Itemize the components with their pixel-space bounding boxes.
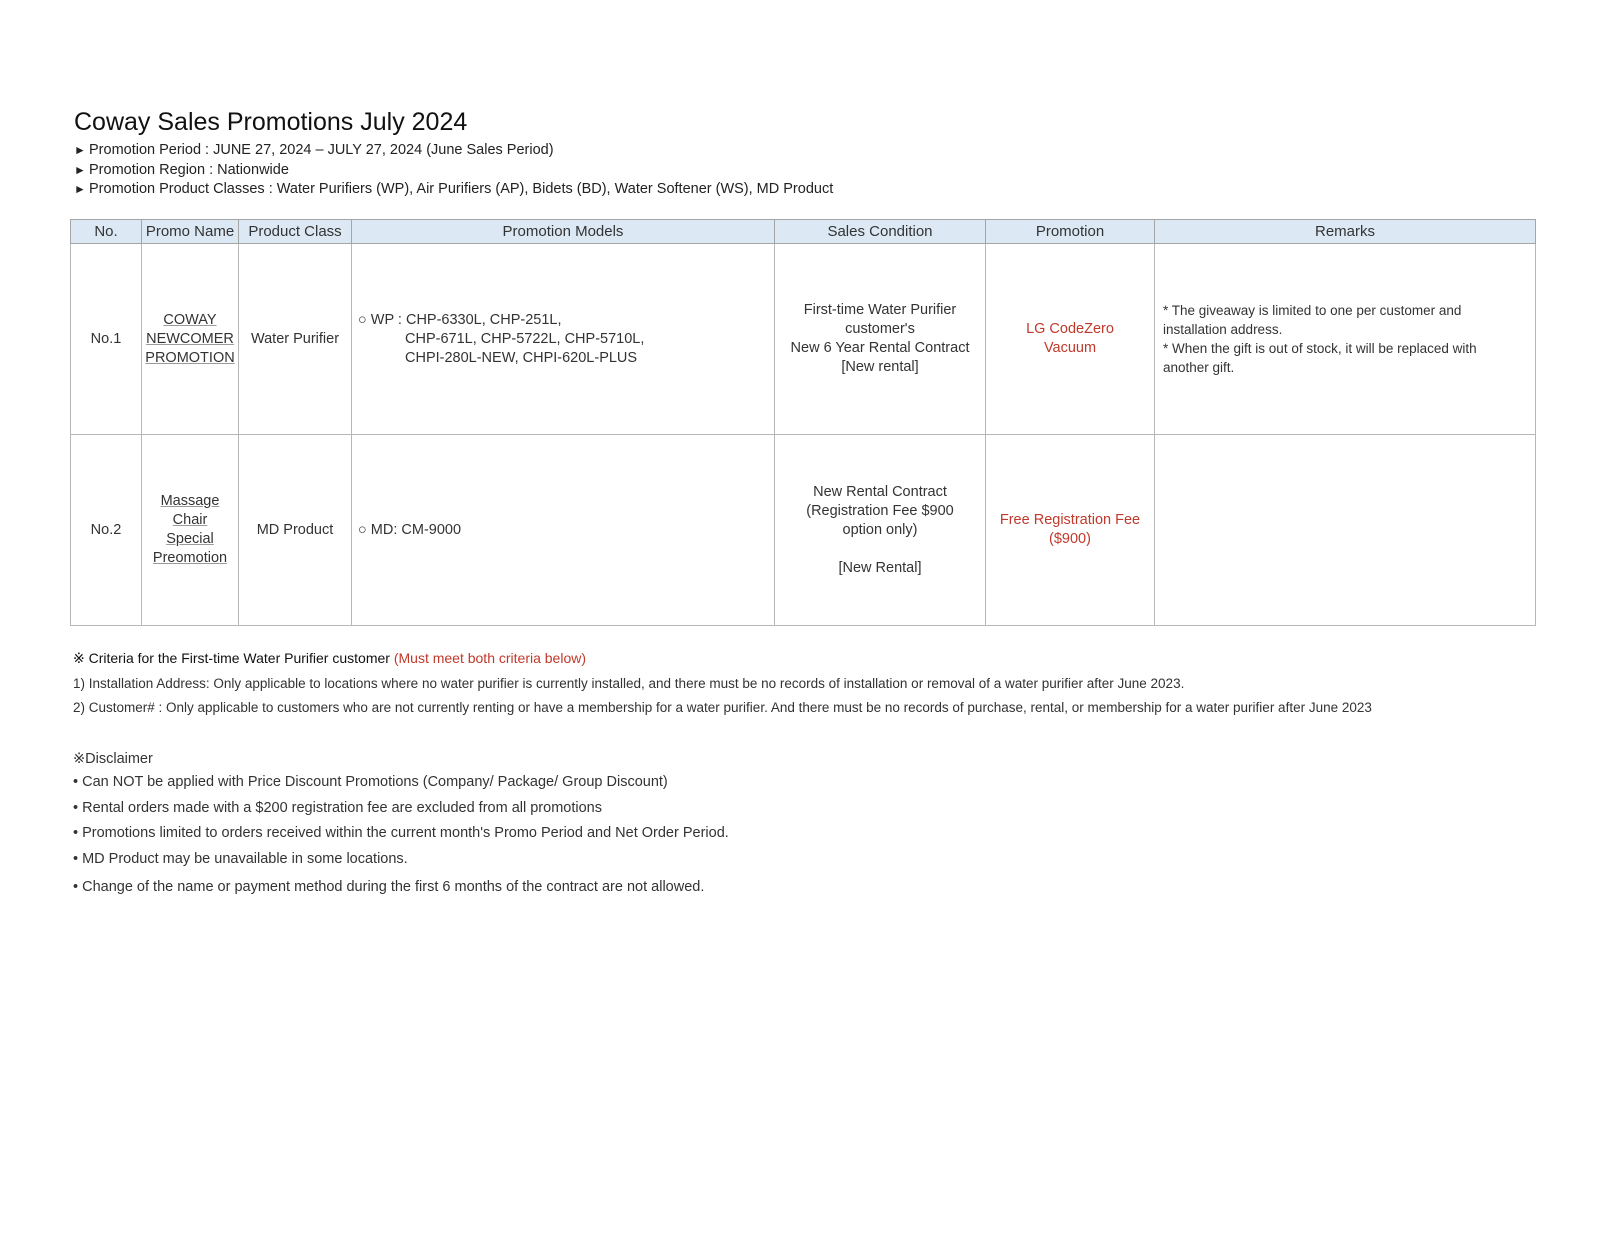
promo-name-line: Preomotion bbox=[152, 550, 228, 566]
cell-promo-name bbox=[142, 244, 239, 435]
promo-name-line: Massage bbox=[160, 493, 220, 509]
sales-condition-line: New Rental Contract bbox=[813, 483, 947, 500]
promo-name-line: PROMOTION bbox=[145, 349, 235, 366]
sales-condition-line: [New Rental] bbox=[838, 559, 922, 576]
disclaimer-item: • Change of the name or payment method during the first 6 months of the contract are not allowed. bbox=[73, 879, 705, 895]
criteria-item: 1) Installation Address: Only applicable to locations where no water purifier is currently installed, and there must be no records of installation or removal of a water purifier after June 2023. bbox=[73, 676, 1185, 691]
cell-sales-condition bbox=[775, 435, 986, 626]
promotions-table bbox=[70, 219, 1536, 626]
promotion-period-text: Promotion Period : JUNE 27, 2024 – JULY 27, 2024 (June Sales Period) bbox=[89, 142, 554, 158]
criteria-heading bbox=[73, 650, 1372, 667]
criteria-heading-text: ※ Criteria for the First-time Water Purifier customer bbox=[73, 650, 390, 666]
promotion-line: Free Registration Fee bbox=[999, 512, 1141, 528]
cell-remarks bbox=[1155, 244, 1536, 435]
cell-promotion-models bbox=[352, 244, 775, 435]
table-row bbox=[71, 244, 1536, 435]
sales-condition-line: option only) bbox=[842, 521, 918, 538]
sales-condition-line: [New rental] bbox=[841, 359, 919, 375]
model-line: ○ MD: CM-9000 bbox=[358, 521, 462, 538]
model-line: CHPI-280L-NEW, CHPI-620L-PLUS bbox=[405, 349, 638, 366]
disclaimer-heading: ※Disclaimer bbox=[73, 751, 153, 767]
criteria-heading-note: (Must meet both criteria below) bbox=[393, 650, 587, 666]
promotion-period-line bbox=[74, 141, 833, 161]
promo-name-line: Special bbox=[166, 531, 214, 547]
promotion-line: LG CodeZero bbox=[1026, 321, 1114, 337]
disclaimer-item: • MD Product may be unavailable in some locations. bbox=[73, 850, 408, 867]
cell-promotion bbox=[986, 244, 1155, 435]
sales-condition-line bbox=[775, 540, 985, 559]
remark-line: * The giveaway is limited to one per customer and installation address. bbox=[1163, 303, 1462, 337]
header-product-class: Product Class bbox=[239, 220, 352, 244]
cell-product-class: Water Purifier bbox=[239, 244, 352, 435]
header-promo-name: Promo Name bbox=[142, 220, 239, 244]
header-remarks: Remarks bbox=[1155, 220, 1536, 244]
sales-condition-line: customer's bbox=[845, 321, 915, 337]
promotion-line: Vacuum bbox=[1043, 340, 1097, 356]
sales-condition-line: First-time Water Purifier bbox=[803, 302, 957, 318]
model-line: ○ WP : CHP-6330L, CHP-251L, bbox=[358, 311, 562, 328]
header-sales-condition: Sales Condition bbox=[775, 220, 986, 244]
cell-no: No.1 bbox=[71, 244, 142, 435]
cell-promotion-models bbox=[352, 435, 775, 626]
arrow-icon: ► bbox=[74, 162, 86, 177]
sales-condition-line: (Registration Fee $900 bbox=[806, 502, 954, 519]
promotion-info bbox=[74, 141, 833, 200]
cell-remarks bbox=[1155, 435, 1536, 626]
page-title: Coway Sales Promotions July 2024 bbox=[74, 108, 468, 136]
arrow-icon: ► bbox=[74, 182, 86, 196]
promotion-classes-line bbox=[74, 180, 833, 200]
sales-condition-line: New 6 Year Rental Contract bbox=[790, 340, 970, 356]
promotion-classes-text: Promotion Product Classes : Water Purifiers (WP), Air Purifiers (AP), Bidets (BD), Water Softener (WS), MD Product bbox=[89, 181, 834, 197]
remark-line: * When the gift is out of stock, it will be replaced with another gift. bbox=[1163, 341, 1477, 375]
header-promotion-models: Promotion Models bbox=[352, 220, 775, 244]
promo-name-line: COWAY bbox=[163, 311, 217, 328]
model-line: CHP-671L, CHP-5722L, CHP-5710L, bbox=[405, 330, 645, 347]
table-header-row bbox=[71, 220, 1536, 244]
promotion-region-text: Promotion Region : Nationwide bbox=[89, 161, 289, 178]
promotion-region-line bbox=[74, 161, 833, 181]
cell-promo-name bbox=[142, 435, 239, 626]
criteria-section bbox=[73, 650, 1372, 724]
header-promotion: Promotion bbox=[986, 220, 1155, 244]
criteria-item: 2) Customer# : Only applicable to customers who are not currently renting or have a membership for a water purifier. And there must be no records of purchase, rental, or membership for a water purifier after June 2023 bbox=[73, 700, 1372, 715]
disclaimer-item: • Rental orders made with a $200 registration fee are excluded from all promotions bbox=[73, 799, 602, 816]
cell-sales-condition bbox=[775, 244, 986, 435]
cell-no: No.2 bbox=[71, 435, 142, 626]
disclaimer-item: • Promotions limited to orders received within the current month's Promo Period and Net Order Period. bbox=[73, 825, 729, 841]
promo-name-line: NEWCOMER bbox=[146, 330, 234, 347]
cell-promotion bbox=[986, 435, 1155, 626]
table-row bbox=[71, 435, 1536, 626]
disclaimer-section bbox=[73, 751, 729, 905]
cell-product-class: MD Product bbox=[239, 435, 352, 626]
arrow-icon: ► bbox=[74, 143, 86, 157]
promotion-line: ($900) bbox=[1049, 531, 1091, 547]
header-no: No. bbox=[71, 220, 142, 244]
promo-name-line: Chair bbox=[172, 512, 208, 528]
disclaimer-item: • Can NOT be applied with Price Discount Promotions (Company/ Package/ Group Discount) bbox=[73, 774, 668, 790]
